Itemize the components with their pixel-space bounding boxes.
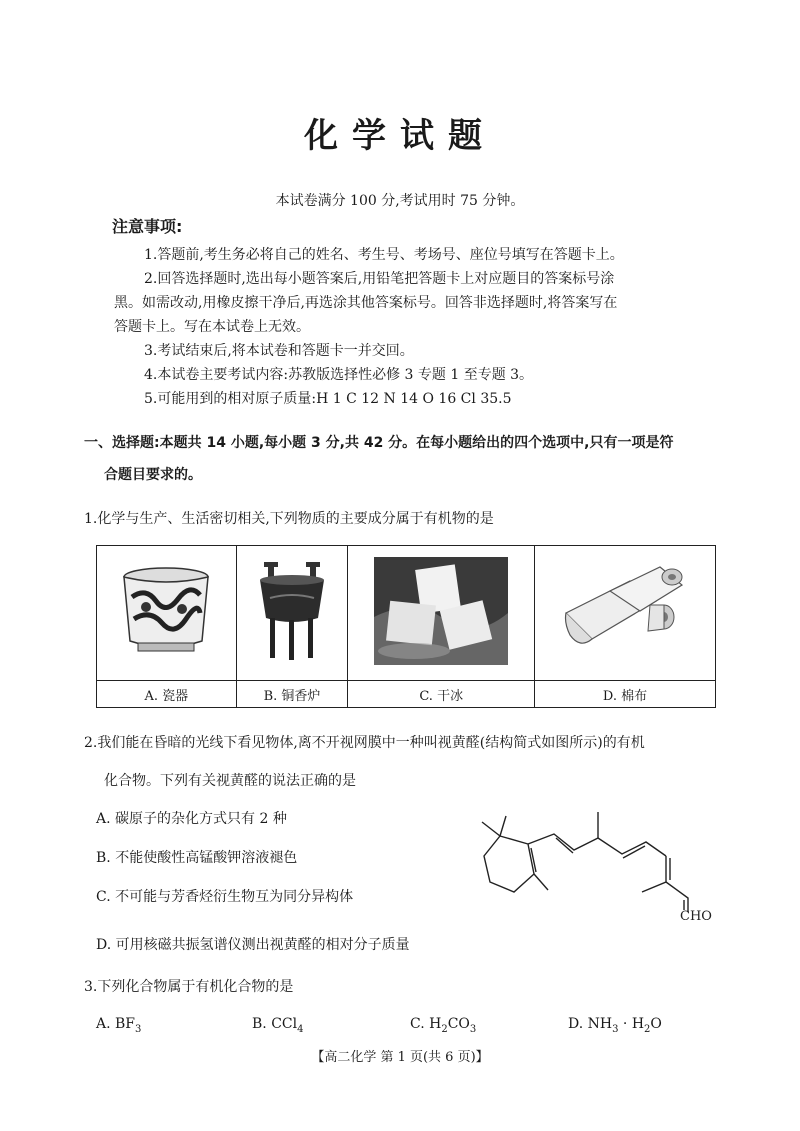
question-2-stem-cont: 化合物。下列有关视黄醛的说法正确的是 [104,773,356,789]
question-2-option-a: A. 碳原子的杂化方式只有 2 种 [96,811,287,827]
note-line-5: 3.考试结束后,将本试卷和答题卡一并交回。 [144,343,414,359]
question-3-option-a: A. $BF_3$ [96,1016,142,1035]
question-3-option-d: D. $NH_3 \cdot H_2O$ [568,1016,662,1035]
question-3-option-c: C. $H_2CO_3$ [410,1016,477,1035]
note-line-2: 2.回答选择题时,选出每小题答案后,用铅笔把答题卡上对应题目的答案标号涂 [144,271,615,287]
option-b-copper-censer: B. 铜香炉 [236,681,348,708]
question-2-option-c: C. 不可能与芳香烃衍生物互为同分异构体 [96,889,354,905]
cho-label: CHO [680,909,712,924]
question-2-option-d: D. 可用核磁共振氢谱仪测出视黄醛的相对分子质量 [96,937,410,953]
question-3-stem: 3.下列化合物属于有机化合物的是 [84,979,294,995]
section-heading-cont: 合题目要求的。 [104,467,202,483]
note-line-1: 1.答题前,考生务必将自己的姓名、考生号、考场号、座位号填写在答题卡上。 [144,247,624,263]
note-line-6: 4.本试卷主要考试内容:苏教版选择性必修 3 专题 1 至专题 3。 [144,367,534,383]
page-title: 化学试题 [304,116,496,156]
option-d-cotton-cloth: D. 棉布 [534,681,715,708]
dry-ice-image [348,546,535,681]
option-c-dry-ice: C. 干冰 [348,681,535,708]
porcelain-image [97,546,237,681]
question-1-image-table [96,545,716,708]
section-heading: 一、选择题:本题共 14 小题,每小题 3 分,共 42 分。在每小题给出的四个选项中,只有一项是符 [84,435,674,451]
retinal-structure-diagram [470,804,730,924]
question-3-option-b: B. CCl$_4$ [252,1016,304,1035]
question-1-stem: 1.化学与生产、生活密切相关,下列物质的主要成分属于有机物的是 [84,511,494,527]
note-line-4: 答题卡上。写在本试卷上无效。 [114,319,310,335]
option-a-porcelain: A. 瓷器 [97,681,237,708]
note-line-3: 黑。如需改动,用橡皮擦干净后,再选涂其他答案标号。回答非选择题时,将答案写在 [114,295,618,311]
note-line-7: 5.可能用到的相对原子质量:H 1 C 12 N 14 O 16 Cl 35.5 [144,391,512,407]
question-2-option-b: B. 不能使酸性高锰酸钾溶液褪色 [96,850,298,866]
page-footer: 【高二化学 第 1 页(共 6 页)】 [311,1050,489,1065]
notes-heading: 注意事项: [112,217,183,236]
copper-censer-image [236,546,348,681]
cotton-cloth-image [534,546,715,681]
exam-info: 本试卷满分 100 分,考试用时 75 分钟。 [275,193,525,209]
question-2-stem: 2.我们能在昏暗的光线下看见物体,离不开视网膜中一种叫视黄醛(结构简式如图所示)的有机 [84,735,645,751]
